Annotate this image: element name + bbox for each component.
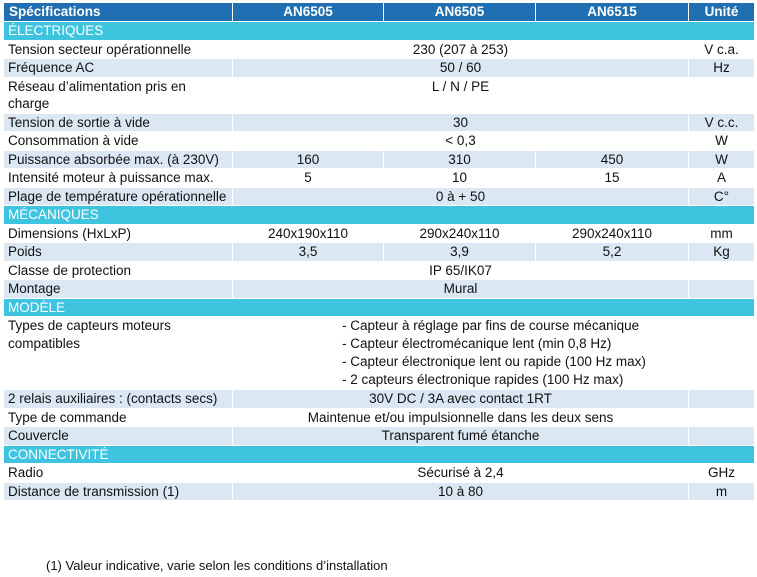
row-value: 30 (233, 113, 689, 132)
table-row (4, 224, 755, 243)
row-unit: mm (689, 224, 755, 243)
table-row (4, 113, 755, 132)
row-value: 0 à + 50 (233, 187, 689, 206)
row-label: Radio (4, 464, 233, 483)
header-model-1: AN6505 (233, 3, 384, 22)
table-row (4, 280, 755, 299)
row-value (233, 317, 689, 390)
row-label: Réseau d’alimentation pris en charge (4, 77, 233, 113)
row-unit: C° (689, 187, 755, 206)
row-unit: GHz (689, 464, 755, 483)
row-value: Sécurisé à 2,4 (233, 464, 689, 483)
row-value: IP 65/IK07 (233, 261, 689, 280)
row-value: Maintenue et/ou impulsionnelle dans les deux sens (233, 408, 689, 427)
row-value: Mural (233, 280, 689, 299)
row-label: Dimensions (HxLxP) (4, 224, 233, 243)
row-unit (689, 317, 755, 390)
row-value: 50 / 60 (233, 59, 689, 78)
table-row (4, 464, 755, 483)
table-row (4, 77, 755, 113)
row-label: Plage de température opérationnelle (4, 187, 233, 206)
table-row (4, 187, 755, 206)
row-value: < 0,3 (233, 132, 689, 151)
row-label: 2 relais auxiliaires : (contacts secs) (4, 390, 233, 409)
row-unit: m (689, 482, 755, 501)
table-row (4, 482, 755, 501)
table-row (4, 150, 755, 169)
table-row (4, 59, 755, 78)
row-value: Transparent fumé étanche (233, 427, 689, 446)
row-unit: A (689, 169, 755, 188)
row-label: Puissance absorbée max. (à 230V) (4, 150, 233, 169)
section-title: MODÈLE (4, 298, 755, 317)
row-label: Types de capteurs moteurs compatibles (4, 317, 233, 390)
row-label: Consommation à vide (4, 132, 233, 151)
header-model-2: AN6505 (384, 3, 536, 22)
table-row (4, 261, 755, 280)
row-value-model-2: 10 (384, 169, 536, 188)
row-label: Fréquence AC (4, 59, 233, 78)
section-mecaniques (4, 206, 755, 225)
row-label: Poids (4, 243, 233, 262)
table-row (4, 132, 755, 151)
table-row (4, 317, 755, 390)
row-value-model-1: 3,5 (233, 243, 384, 262)
row-value-model-3: 15 (536, 169, 689, 188)
row-value-model-3: 290x240x110 (536, 224, 689, 243)
row-unit (689, 280, 755, 299)
row-unit: Hz (689, 59, 755, 78)
row-value-model-2: 290x240x110 (384, 224, 536, 243)
row-label: Type de commande (4, 408, 233, 427)
row-unit (689, 408, 755, 427)
header-specs: Spécifications (4, 3, 233, 22)
row-unit (689, 427, 755, 446)
list-item: - Capteur électromécanique lent (min 0,8 Hz) (342, 336, 612, 351)
section-connectivite (4, 445, 755, 464)
table-row (4, 408, 755, 427)
row-unit (689, 261, 755, 280)
row-value: 10 à 80 (233, 482, 689, 501)
table-row (4, 243, 755, 262)
row-value: 230 (207 à 253) (233, 40, 689, 59)
list-item: - Capteur électronique lent ou rapide (100 Hz max) (342, 354, 646, 369)
row-value: 30V DC / 3A avec contact 1RT (233, 390, 689, 409)
row-unit (689, 390, 755, 409)
row-value-model-2: 3,9 (384, 243, 536, 262)
row-value-model-3: 450 (536, 150, 689, 169)
table-row (4, 169, 755, 188)
row-label: Distance de transmission (1) (4, 482, 233, 501)
table-row (4, 427, 755, 446)
header-unit: Unité (689, 3, 755, 22)
sensor-list (237, 317, 684, 389)
row-value-model-1: 5 (233, 169, 384, 188)
table-row (4, 40, 755, 59)
row-unit: V c.a. (689, 40, 755, 59)
row-label: Intensité moteur à puissance max. (4, 169, 233, 188)
row-label: Tension secteur opérationnelle (4, 40, 233, 59)
row-unit (689, 77, 755, 113)
section-title: ÉLECTRIQUES (4, 22, 755, 41)
section-title: MÉCANIQUES (4, 206, 755, 225)
row-unit: Kg (689, 243, 755, 262)
section-title: CONNECTIVITÉ (4, 445, 755, 464)
table-row (4, 390, 755, 409)
row-value: L / N / PE (233, 77, 689, 113)
row-value-model-3: 5,2 (536, 243, 689, 262)
row-unit: W (689, 132, 755, 151)
row-unit: V c.c. (689, 113, 755, 132)
header-row (4, 3, 755, 22)
footnote: (1) Valeur indicative, varie selon les conditions d’installation (46, 558, 388, 573)
section-electriques (4, 22, 755, 41)
header-model-3: AN6515 (536, 3, 689, 22)
spec-table (3, 2, 755, 501)
row-unit: W (689, 150, 755, 169)
row-label: Tension de sortie à vide (4, 113, 233, 132)
row-value-model-1: 160 (233, 150, 384, 169)
row-label: Classe de protection (4, 261, 233, 280)
row-value-model-2: 310 (384, 150, 536, 169)
row-label: Couvercle (4, 427, 233, 446)
list-item: - 2 capteurs électronique rapides (100 Hz max) (342, 372, 624, 387)
section-modele (4, 298, 755, 317)
row-value-model-1: 240x190x110 (233, 224, 384, 243)
row-label: Montage (4, 280, 233, 299)
list-item: - Capteur à réglage par fins de course mécanique (342, 318, 640, 333)
